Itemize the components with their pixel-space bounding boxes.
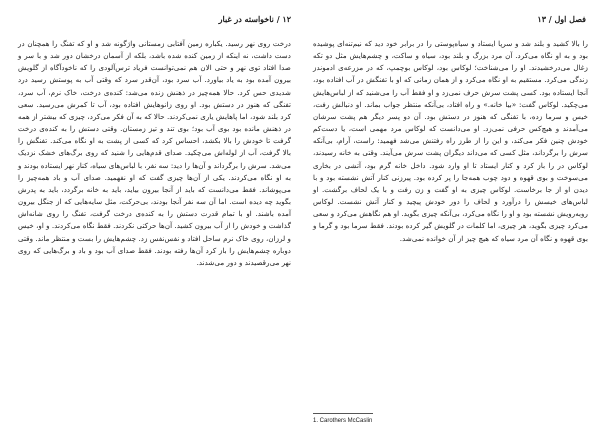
right-page (303, 0, 606, 438)
page-body-text (18, 38, 291, 269)
paragraph: را بالا کشید و بلند شد و سرپا ایستاد و سیاه‌پوستی را در برابر خود دید که نیم‌تنه‌ای پوشیده بود و به او نگاه می‌کرد. آن مرد بزرگ و بلند بود، سیاه و ساکت، و چشم‌هایش مثل دو تکه زغال می‌درخشیدند. او را می‌شناخت؛ لوکاس بود، لوکاس بوچمپ، که در مزرعه‌ی ادموندز زندگی می‌کرد. مستقیم به او نگاه می‌کرد و از همان زمانی که او با تفنگش در آب افتاده بود، آنجا ایستاده بود. کسی پشت سرش حرف نمی‌زد و او فقط آب را می‌شنید که از لباس‌هایش می‌چکید. لوکاس گفت: «بیا خانه.» و راه افتاد، بی‌آنکه منتظر جواب بماند. او دنبالش رفت، خیس و سرما زده، با تفنگی که هنوز در دستش بود. آن دو پسر دیگر هم پشت سرشان می‌آمدند و هیچ‌کس حرفی نمی‌زد. او می‌دانست که لوکاس مرد مهمی است، یا دست‌کم خودش چنین فکر می‌کند، و این را از طرز راه رفتنش می‌شد فهمید: راست، آرام، بی‌آنکه سرش را برگرداند، مثل کسی که می‌داند دیگران پشت سرش می‌آیند. وقتی به خانه رسیدند، لوکاس در را باز کرد و کنار ایستاد تا او وارد شود. داخل خانه گرم بود، آتشی در بخاری می‌سوخت و بوی قهوه و دود چوب همه‌جا را پر کرده بود. پیرزنی کنار آتش نشسته بود و با دیدن او از جا برخاست. لوکاس چیزی به او گفت و زن رفت و با یک لحاف برگشت. او لباس‌های خیسش را درآورد و لحاف را دور خودش پیچید و کنار آتش نشست. لوکاس روبه‌رویش نشسته بود و او را نگاه می‌کرد، بی‌آنکه چیزی بگوید. او هم نگاهش می‌کرد و سعی می‌کرد چیزی بگوید، هر چیزی، اما کلمات در گلویش گیر کرده بودند. فقط سرما بود و گرما و بوی قهوه و نگاه آن مرد سیاه که هیچ چیز از آن خوانده نمی‌شد. (313, 39, 588, 243)
paragraph: درخت روی نهر رسید. یکباره زمین آفتابی زمستانی واژگونه شد و او که تفنگ را همچنان در دست داشت، نه اینکه از زمین کنده شده باشد، بلکه از آسمان درخشان دور شد و با سر و صدا افتاد توی نهر و حتی الان هم نمی‌توانست فریاد ترس‌آلودی را که ناخودآگاه از گلویش بیرون آمده بود به یاد بیاورد. آب سرد بود، آن‌قدر سرد که وقتی آب به پوستش رسید درد شدیدی حس کرد. حالا همه‌چیز در ذهنش زنده می‌شد: کنده‌ی درخت، خاک نرم، آب سرد، تفنگی که هنوز در دستش بود. او روی زانوهایش افتاده بود، آب تا کمرش می‌رسید. سعی کرد بلند شود، اما پاهایش یاری نمی‌کردند. حالا که به آن فکر می‌کرد، چیزی که بیشتر از همه در ذهنش مانده بود بوی آب بود؛ بوی تند و تیز زمستان. وقتی دستش را به کنده‌ی درخت گرفت تا خودش را بالا بکشد، احساس کرد که کسی از پشت به او نگاه می‌کند. تفنگش را بالا گرفت، آب از لوله‌اش می‌چکید. صدای قدم‌هایی را شنید که روی برگ‌های خشک نزدیک می‌شد. سرش را برگرداند و آن‌ها را دید: سه نفر، با لباس‌های سیاه، کنار نهر ایستاده بودند و به او نگاه می‌کردند. یکی از آن‌ها چیزی گفت که او نفهمید. صدای آب و باد همه‌چیز را می‌پوشاند. فقط می‌دانست که باید از آنجا بیرون بیاید، باید به خانه برگردد، باید به پدرش بگوید چه دیده است. اما آن سه نفر آنجا بودند، بی‌حرکت، مثل سایه‌هایی که از جنگل بیرون آمده باشند. او با تمام قدرت دستش را به کنده‌ی درخت گرفت، تفنگ را روی شانه‌اش گذاشت و خودش را از آب بیرون کشید. آن‌ها حرکتی نکردند. فقط نگاه می‌کردند. و او، خیس و لرزان، روی خاک نرم ساحل افتاد و نفس‌نفس زد. چشم‌هایش را بست و منتظر ماند. وقتی دوباره چشم‌هایش را باز کرد آن‌ها رفته بودند. فقط صدای آب بود و باد و برگ‌هایی که روی نهر می‌رقصیدند و دور می‌شدند. (18, 39, 291, 267)
footnote: 1. Carothers McCaslin (313, 418, 373, 424)
footnote-divider (313, 413, 373, 414)
page-header: فصل اول / ۱۳ (537, 14, 586, 24)
page-body-text (313, 38, 588, 245)
page-header: ۱۲ / ناخواسته در غبار (218, 14, 291, 24)
